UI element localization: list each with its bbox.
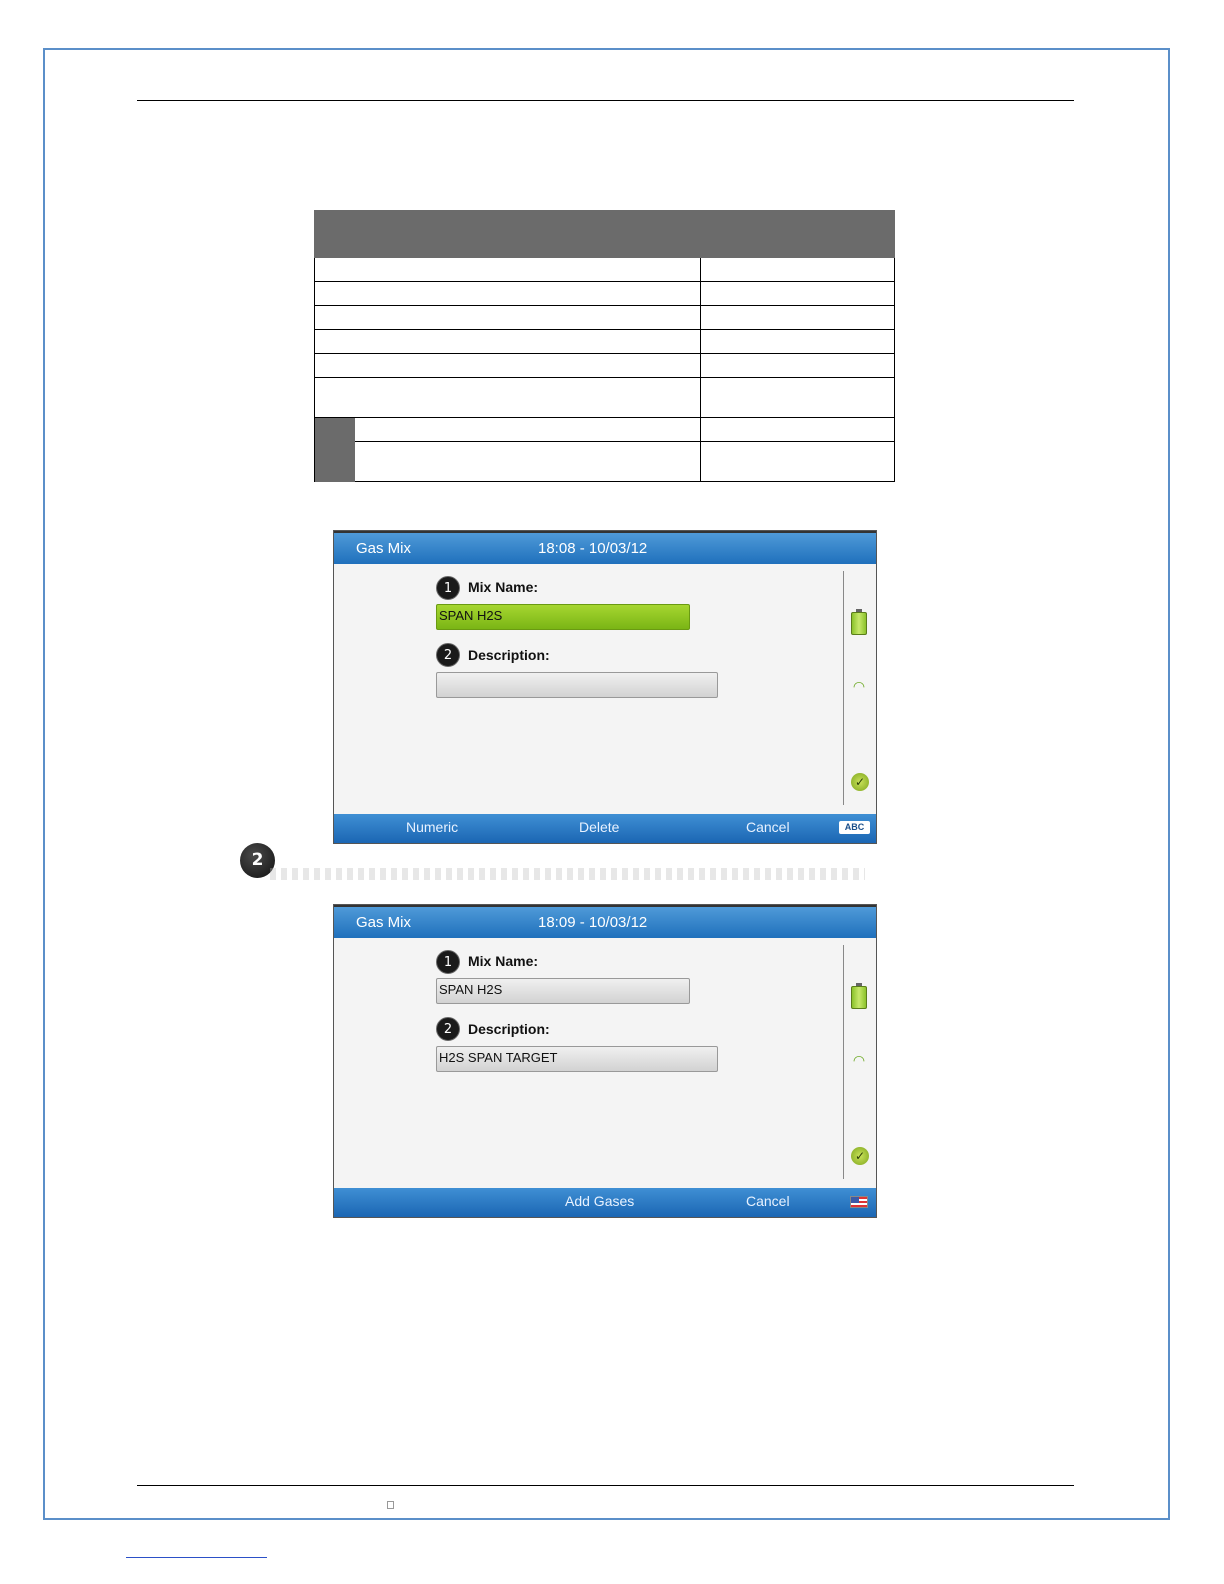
title-bar — [334, 531, 876, 564]
check-icon[interactable]: ✓ — [851, 773, 869, 791]
table-header-col1 — [314, 210, 700, 258]
field-number-badge: 1 — [436, 950, 460, 974]
field-number-badge: 2 — [436, 643, 460, 667]
table-row — [314, 354, 895, 378]
footer-link-underline — [126, 1557, 267, 1558]
check-icon[interactable]: ✓ — [851, 1147, 869, 1165]
cancel-softkey[interactable]: Cancel — [746, 1193, 790, 1209]
field-number-badge: 2 — [436, 1017, 460, 1041]
table-row — [314, 282, 895, 306]
add-gases-softkey[interactable]: Add Gases — [565, 1193, 635, 1209]
wifi-icon: ◠ — [852, 679, 866, 695]
cancel-softkey[interactable]: Cancel — [746, 819, 790, 835]
datetime: 18:09 - 10/03/12 — [538, 914, 648, 931]
table-row — [314, 378, 895, 418]
footer-glyph — [387, 1501, 394, 1509]
numeric-softkey[interactable]: Numeric — [406, 819, 459, 835]
table-row — [314, 258, 895, 282]
divider — [843, 945, 844, 1179]
softkey-bar — [334, 814, 876, 843]
divider — [843, 571, 844, 805]
header-rule — [137, 100, 1074, 101]
description-field[interactable]: H2S SPAN TARGET — [436, 1046, 718, 1072]
screen-title: Gas Mix — [356, 914, 412, 931]
datetime: 18:08 - 10/03/12 — [538, 540, 648, 557]
mix-name-field[interactable]: SPAN H2S — [436, 978, 690, 1004]
table-header-col2 — [700, 210, 895, 258]
input-mode-badge[interactable]: ABC — [839, 821, 870, 834]
description-field[interactable] — [436, 672, 718, 698]
battery-icon — [851, 983, 867, 1009]
us-flag-icon[interactable] — [850, 1196, 868, 1208]
screen-title: Gas Mix — [356, 540, 412, 557]
battery-icon — [851, 609, 867, 635]
wifi-icon: ◠ — [852, 1053, 866, 1069]
step-number-badge: 2 — [240, 843, 275, 878]
table-row — [314, 330, 895, 354]
title-bar — [334, 905, 876, 938]
table-side-shade — [315, 418, 355, 482]
device-screen-2: Gas Mix 18:09 - 10/03/12 1 Mix Name: SPAN H2S 2 Description: H2S SPAN TARGET ◠ ✓ Add Gases Cancel — [333, 904, 877, 1218]
footer-rule — [137, 1485, 1074, 1486]
obscured-text-line — [270, 868, 865, 880]
delete-softkey[interactable]: Delete — [579, 819, 620, 835]
softkey-bar — [334, 1188, 876, 1217]
table-row — [314, 418, 895, 442]
field-number-badge: 1 — [436, 576, 460, 600]
device-screen-1: Gas Mix 18:08 - 10/03/12 1 Mix Name: SPAN H2S 2 Description: ◠ ✓ Numeric Delete Cancel ABC — [333, 530, 877, 844]
table-row — [314, 442, 895, 482]
table-row — [314, 306, 895, 330]
mix-name-field[interactable]: SPAN H2S — [436, 604, 690, 630]
